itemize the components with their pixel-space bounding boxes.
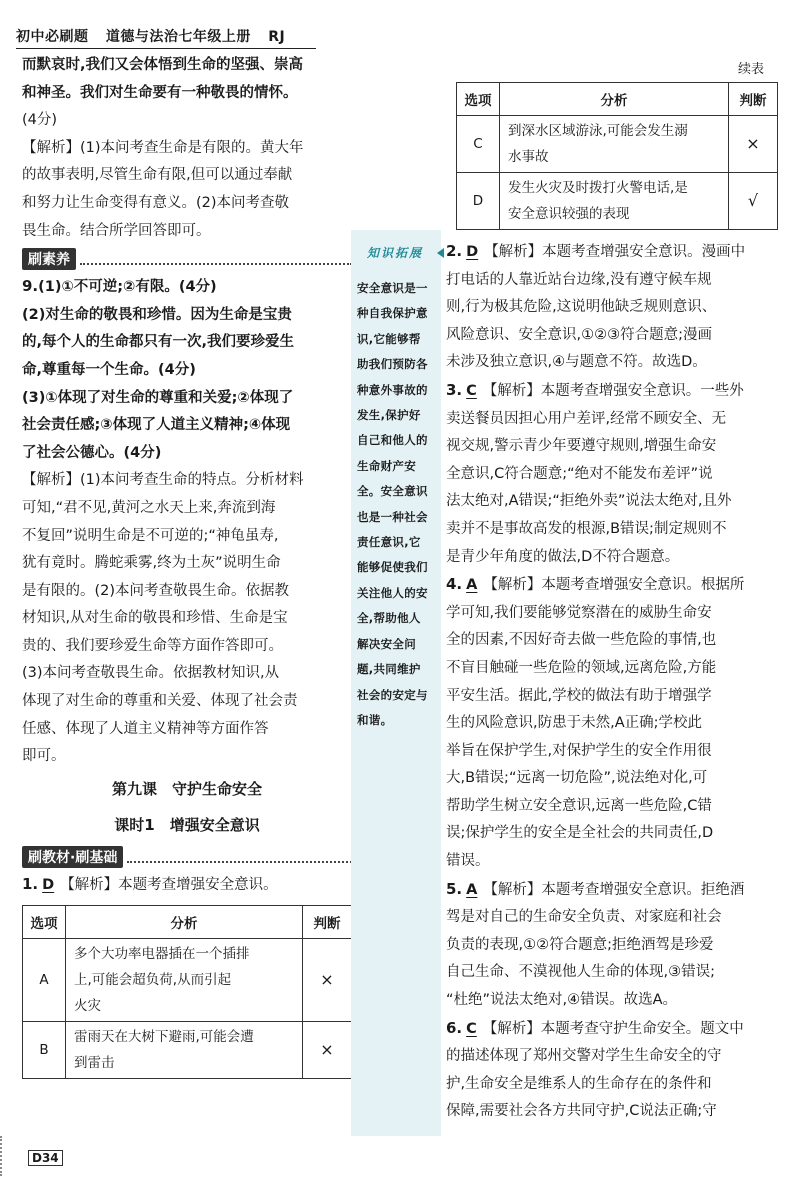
- jiexi-line: 全意识,C符合题意;“绝对不能发布差评”说: [446, 465, 713, 482]
- sidebar-line: 安全意识是一: [357, 281, 428, 295]
- jiexi-line: 【解析】本题考查增强安全意识。根据所: [483, 577, 745, 594]
- jiexi-line: 大,B错误;“远离一切危险”,说法绝对化,可: [446, 770, 708, 787]
- answer-line: (2)对生命的敬畏和珍惜。因为生命是宝贵: [22, 306, 292, 323]
- cell-line: 上,可能会超负荷,从而引起: [74, 972, 232, 989]
- right-column: [446, 82, 780, 1126]
- judgement-cell: √: [729, 173, 778, 230]
- intro-block: [22, 52, 352, 135]
- sidebar-line: 全,帮助他人: [357, 611, 421, 626]
- jiexi-line: 任感、体现了人道主义精神等方面作答: [22, 720, 269, 737]
- question-number: 1.: [22, 874, 39, 893]
- cell-line: 多个大功率电器插在一个插排: [74, 946, 250, 963]
- sidebar-line: 关注他人的安: [357, 585, 428, 600]
- sidebar-line: 生命财产安: [357, 458, 416, 473]
- jiexi-line: 【解析】本题考查守护生命安全。题文中: [482, 1020, 744, 1037]
- table-header-row: [23, 906, 352, 939]
- answer-line: 社会责任感;③体现了人道主义精神;④体现: [22, 417, 291, 434]
- answer-letter: D: [42, 876, 55, 893]
- jiexi-line: 贵的、我们要珍爱生命等方面作答即可。: [22, 637, 283, 654]
- analysis-cell: [500, 173, 729, 230]
- analysis-table-2: [456, 82, 778, 230]
- question-5: [446, 876, 780, 1015]
- table-row: [23, 939, 352, 1022]
- cell-line: 到深水区域游泳,可能会发生溺: [508, 123, 688, 139]
- continued-label: 续表: [738, 62, 765, 77]
- sidebar-line: 社会的安定与: [357, 687, 428, 702]
- sidebar-title: 知识拓展: [367, 246, 424, 260]
- cell-line: 火灾: [74, 998, 101, 1015]
- jiexi-line: 法太绝对,A错误;“拒绝外卖”说法太绝对,且外: [446, 493, 732, 510]
- jiexi-line: 是青少年角度的做法,D不符合题意。: [446, 548, 680, 565]
- table-header: 选项: [457, 83, 500, 116]
- sidebar-body: [357, 276, 437, 733]
- pointer-arrow-icon: [437, 248, 444, 258]
- question-number: 5.: [446, 879, 463, 898]
- question-4: [446, 571, 780, 876]
- table-header: 判断: [303, 906, 352, 939]
- jiexi-line: 不盲目触碰一些危险的领域,远离危险,方能: [446, 659, 717, 676]
- jiexi-line: 举旨在保护学生,对保护学生的安全作用很: [446, 742, 712, 759]
- question-6: [446, 1015, 780, 1126]
- jiexi-block: [22, 135, 352, 245]
- table-row: [457, 116, 778, 173]
- page-corner-mark: [0, 1136, 20, 1176]
- knowledge-sidebar: [351, 230, 441, 1136]
- jiexi-line: 护,生命安全是维系人的生命存在的条件和: [446, 1075, 712, 1092]
- question-3: [446, 377, 780, 571]
- section-tag: 刷教材·刷基础: [22, 846, 123, 868]
- jiexi-line: 【解析】(1)本问考查生命的特点。分析材料: [22, 472, 304, 489]
- table-header: 选项: [23, 906, 66, 939]
- question-number: 4.: [446, 575, 463, 594]
- jiexi-line: 学可知,我们要能够觉察潜在的威胁生命安: [446, 604, 712, 621]
- answer-line: 命,尊重每一个生命。(4分): [22, 361, 196, 378]
- jiexi-line: 不复回”说明生命是不可逆的;“神龟虽寿,: [22, 527, 279, 544]
- answer-letter: A: [466, 881, 478, 898]
- question-2: [446, 238, 780, 377]
- question-9: [22, 273, 352, 771]
- jiexi-line: 风险意识、安全意识,①②③符合题意;漫画: [446, 326, 712, 343]
- jiexi-line: 未涉及独立意识,④与题意不符。故选D。: [446, 354, 707, 371]
- judgement-cell: ×: [729, 116, 778, 173]
- jiexi-line: 帮助学生树立安全意识,远离一些危险,C错: [446, 797, 712, 814]
- jiexi-line: 【解析】(1)本问考查生命是有限的。黄大年: [22, 139, 304, 156]
- sidebar-line: 发生,保护好: [357, 408, 421, 423]
- cell-line: 发生火灾及时拨打火警电话,是: [508, 180, 688, 196]
- jiexi-line: 是有限的。(2)本问考查敬畏生命。依据教: [22, 582, 290, 599]
- analysis-cell: [500, 116, 729, 173]
- intro-line: 和神圣。我们对生命要有一种敬畏的情怀。: [22, 84, 298, 101]
- table-row: [457, 173, 778, 230]
- sidebar-line: 责任意识,它: [357, 535, 421, 550]
- table-row: [23, 1022, 352, 1079]
- jiexi-line: 生的风险意识,防患于未然,A正确;学校此: [446, 715, 703, 732]
- jiexi-line: 【解析】本题考查增强安全意识。一些外: [482, 382, 744, 399]
- jiexi-line: 平安生活。据此,学校的做法有助于增强学: [446, 687, 712, 704]
- header-edition: RJ: [268, 29, 286, 45]
- sidebar-line: 助我们预防各: [357, 357, 428, 372]
- jiexi-line: 即可。: [22, 748, 66, 765]
- jiexi-line: 犹有竟时。腾蛇乘雾,终为土灰”说明生命: [22, 555, 281, 572]
- intro-line: 而默哀时,我们又会体悟到生命的坚强、崇高: [22, 57, 304, 73]
- cell-line: 到雷击: [74, 1055, 115, 1072]
- table-header-row: [457, 83, 778, 116]
- sidebar-line: 解决安全问: [357, 636, 416, 651]
- header-book: 初中必刷题: [16, 29, 89, 45]
- jiexi-line: 可知,“君不见,黄河之水天上来,奔流到海: [22, 499, 276, 516]
- sidebar-line: 和谐。: [357, 712, 393, 727]
- intro-line: (4分): [22, 112, 58, 129]
- answer-line: 了社会公德心。(4分): [22, 444, 162, 461]
- left-column: [22, 52, 352, 1079]
- section-tag: 刷素养: [22, 248, 76, 270]
- jiexi-line: 卖并不是事故高发的根源,B错误;制定规则不: [446, 520, 727, 537]
- question-number: 9.: [22, 277, 39, 296]
- question-number: 6.: [446, 1018, 463, 1037]
- jiexi-line: 视交规,警示青少年要遵守规则,增强生命安: [446, 438, 717, 455]
- jiexi-line: 误;保护学生的安全是全社会的共同责任,D: [446, 825, 714, 842]
- analysis-cell: [66, 1022, 303, 1079]
- jiexi-line: 驾是对自己的生命安全负责、对家庭和社会: [446, 909, 722, 926]
- sidebar-line: 能够促使我们: [357, 560, 428, 575]
- period-title: 课时1 增强安全意识: [114, 815, 260, 834]
- sidebar-line: 种自我保护意: [357, 306, 428, 321]
- cell-line: 水事故: [508, 149, 549, 165]
- jiexi-line: 错误。: [446, 853, 490, 870]
- jiexi-line: 自己生命、不漠视他人生命的体现,③错误;: [446, 964, 715, 981]
- section-heading-jiaocai: [22, 845, 352, 869]
- answer-letter: C: [466, 382, 477, 399]
- answer-letter: A: [466, 577, 478, 594]
- answer-letter: C: [466, 1020, 477, 1037]
- answer-line: (1)①不可逆;②有限。(4分): [38, 279, 217, 296]
- sidebar-line: 识,它能够帮: [357, 331, 421, 346]
- sidebar-line: 题,共同维护: [357, 662, 421, 677]
- jiexi-line: 则,行为极其危险,这说明他缺乏规则意识、: [446, 299, 717, 316]
- sidebar-line: 种意外事故的: [357, 382, 428, 397]
- answer-line: 的,每个人的生命都只有一次,我们要珍爱生: [22, 334, 295, 351]
- jiexi-line: 负责的表现,①②符合题意;拒绝酒驾是珍爱: [446, 936, 714, 953]
- table-header: 判断: [729, 83, 778, 116]
- dotted-rule: [80, 253, 352, 265]
- question-number: 3.: [446, 380, 463, 399]
- jiexi-line: 保障,需要社会各方共同守护,C说法正确;守: [446, 1103, 717, 1120]
- analysis-cell: [66, 939, 303, 1022]
- jiexi-line: (3)本问考查敬畏生命。依据教材知识,从: [22, 665, 280, 682]
- judgement-cell: ×: [303, 939, 352, 1022]
- cell-line: 雷雨天在大树下避雨,可能会遭: [74, 1029, 254, 1046]
- jiexi-line: 和努力让生命变得有意义。(2)本问考查敬: [22, 194, 290, 211]
- jiexi-line: 打电话的人靠近站台边缘,没有遵守候车规: [446, 271, 712, 288]
- question-number: 2.: [446, 242, 463, 260]
- sidebar-line: 自己和他人的: [357, 433, 428, 448]
- jiexi-text: 【解析】本题考查增强安全意识。: [60, 876, 278, 893]
- question-1: [22, 871, 352, 900]
- header-title: 道德与法治七年级上册: [105, 29, 251, 45]
- running-header: [16, 26, 316, 49]
- jiexi-line: 的描述体现了郑州交警对学生生命安全的守: [446, 1048, 722, 1065]
- cell-line: 安全意识较强的表现: [508, 206, 630, 222]
- jiexi-line: 材知识,从对生命的敬畏和珍惜、生命是宝: [22, 610, 288, 627]
- jiexi-line: “杜绝”说法太绝对,④错误。故选A。: [446, 992, 678, 1009]
- sidebar-line: 全。安全意识: [357, 484, 428, 499]
- jiexi-line: 【解析】本题考查增强安全意识。拒绝酒: [483, 881, 745, 898]
- sidebar-line: 也是一种社会: [357, 509, 428, 524]
- jiexi-line: 的故事表明,尽管生命有限,但可以通过奉献: [22, 167, 293, 184]
- jiexi-line: 体现了对生命的尊重和关爱、体现了社会责: [22, 693, 298, 710]
- jiexi-line: 卖送餐员因担心用户差评,经常不顾安全、无: [446, 410, 727, 427]
- option-cell: B: [23, 1022, 66, 1079]
- option-cell: D: [457, 173, 500, 230]
- answer-line: (3)①体现了对生命的尊重和关爱;②体现了: [22, 389, 294, 406]
- page-number: D34: [28, 1150, 63, 1166]
- analysis-table-1: [22, 905, 352, 1079]
- judgement-cell: ×: [303, 1022, 352, 1079]
- lesson-title: 第九课 守护生命安全: [111, 779, 262, 798]
- section-heading-suyang: [22, 247, 352, 271]
- option-cell: C: [457, 116, 500, 173]
- dotted-rule: [127, 851, 352, 863]
- jiexi-line: 【解析】本题考查增强安全意识。漫画中: [484, 244, 746, 260]
- jiexi-line: 全的因素,不因好奇去做一些危险的事情,也: [446, 632, 717, 649]
- answer-letter: D: [466, 244, 479, 260]
- table-header: 分析: [66, 906, 303, 939]
- table-header: 分析: [500, 83, 729, 116]
- option-cell: A: [23, 939, 66, 1022]
- jiexi-line: 畏生命。结合所学回答即可。: [22, 222, 211, 239]
